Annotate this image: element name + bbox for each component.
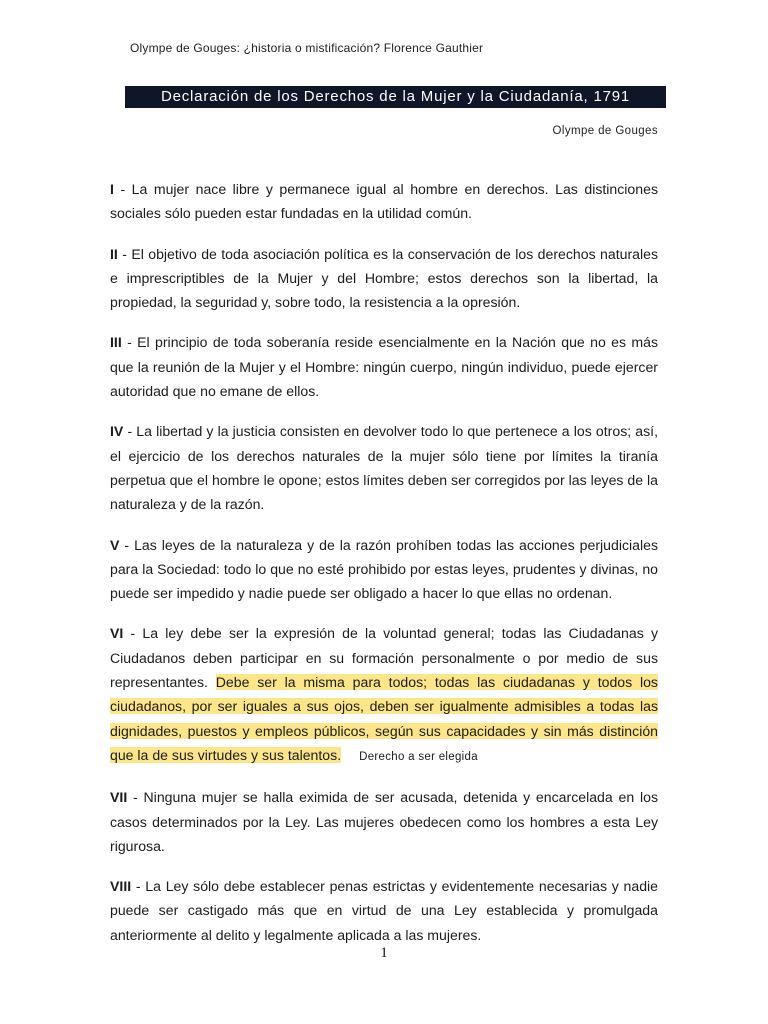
article-text: - El objetivo de toda asociación política es la conservación de los derechos naturales e imprescriptibles de la Mujer y del Hombre; estos derechos son la libertad, la propiedad, la seguridad y, sobre todo, la resistencia a la opresión. — [110, 245, 658, 311]
annotation-note: Derecho a ser elegida — [359, 750, 478, 763]
article-5 — [110, 533, 658, 606]
highlighted-passage: Debe ser la misma para todos; todas las ciudadanas y todos los ciudadanos, por ser iguales a sus ojos, deben ser igualmente admisibles a todas las dignidades, puestos y empleos públicos, según sus capacidades y sin más distinción que la de sus virtudes y sus talentos. — [110, 674, 658, 763]
article-6 — [110, 621, 658, 769]
document-title: Declaración de los Derechos de la Mujer y la Ciudadanía, 1791 — [125, 86, 666, 108]
running-header: Olympe de Gouges: ¿historia o mistificación? Florence Gauthier — [130, 41, 484, 55]
article-7 — [110, 785, 658, 858]
article-number: VII — [110, 789, 128, 806]
article-number: III — [110, 334, 122, 351]
article-number: VIII — [110, 878, 132, 895]
article-number: V — [110, 536, 120, 553]
article-number: VI — [110, 625, 124, 642]
article-1 — [110, 177, 658, 226]
article-2 — [110, 242, 658, 315]
article-text: - La ley debe ser la expresión de la voluntad general; todas las Ciudadanas y Ciudadanos deben participar en su formación personalmente o por medio de sus representantes. — [110, 625, 658, 691]
articles-list — [110, 177, 658, 963]
page-number: 1 — [380, 945, 388, 961]
article-8 — [110, 874, 658, 947]
article-text: - La Ley sólo debe establecer penas estrictas y evidentemente necesarias y nadie puede ser castigado más que en virtud de una Ley establecida y promulgada anteriormente al delito y legalmente aplicada a las mujeres. — [110, 878, 658, 943]
article-text: - El principio de toda soberanía reside esencialmente en la Nación que no es más que la reunión de la Mujer y el Hombre: ningún cuerpo, ningún individuo, puede ejercer autoridad que no emane de ellos. — [110, 334, 658, 400]
article-number: I — [110, 181, 114, 197]
article-number: IV — [110, 423, 124, 440]
article-text: - Las leyes de la naturaleza y de la razón prohíben todas las acciones perjudiciales para la Sociedad: todo lo que no esté prohibido por estas leyes, prudentes y divinas, no puede ser impedido y nadie puede ser obligado a hacer lo que ellas no ordenan. — [110, 536, 658, 602]
article-text: - La libertad y la justicia consisten en devolver todo lo que pertenece a los otros; así, el ejercicio de los derechos naturales de la mujer sólo tiene por límites la tiranía perpetua que el hombre le opone; estos límites deben ser corregidos por las leyes de la naturaleza y de la razón. — [110, 423, 658, 513]
article-text: - Ninguna mujer se halla eximida de ser acusada, detenida y encarcelada en los casos determinados por la Ley. Las mujeres obedecen como los hombres a esta Ley rigurosa. — [110, 789, 658, 854]
author-name: Olympe de Gouges — [552, 125, 658, 137]
article-text: - La mujer nace libre y permanece igual al hombre en derechos. Las distinciones sociales sólo pueden estar fundadas en la utilidad común. — [110, 181, 658, 222]
article-number: II — [110, 245, 118, 262]
article-4 — [110, 419, 658, 516]
article-3 — [110, 330, 658, 403]
